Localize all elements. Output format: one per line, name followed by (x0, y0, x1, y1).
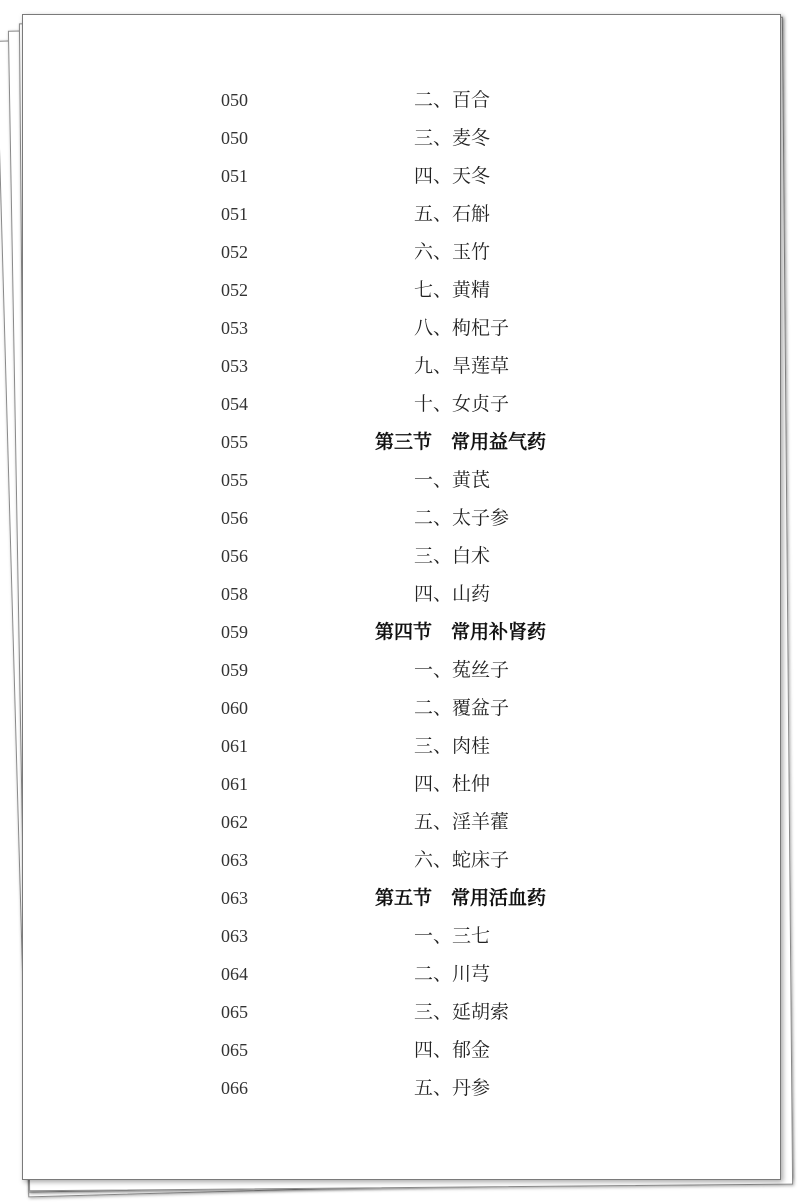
toc-entry (23, 917, 780, 955)
toc-entry-title: 五、丹参 (414, 1077, 491, 1099)
toc-entry (23, 309, 780, 347)
toc-page-number: 065 (221, 1040, 248, 1060)
toc-page-number: 062 (221, 812, 248, 832)
toc-section-heading (23, 613, 780, 651)
toc-page-number: 052 (221, 280, 248, 300)
toc-entry (23, 651, 780, 689)
toc-entry-title: 十、女贞子 (414, 393, 510, 415)
toc-entry (23, 993, 780, 1031)
toc-page-number: 059 (221, 660, 248, 680)
toc-entry-title: 一、菟丝子 (414, 659, 510, 681)
toc-entry (23, 1069, 780, 1107)
toc-page-number: 055 (221, 470, 248, 490)
toc-page-number: 061 (221, 774, 248, 794)
toc-entry (23, 803, 780, 841)
toc-entry-title: 七、黄精 (414, 279, 491, 301)
toc-section-title: 第五节 常用活血药 (375, 887, 547, 909)
toc-entry-title: 二、川芎 (414, 963, 491, 985)
toc-page-number: 051 (221, 166, 248, 186)
toc-list (23, 81, 780, 1107)
toc-entry-title: 一、三七 (414, 925, 491, 947)
toc-entry (23, 233, 780, 271)
toc-entry (23, 765, 780, 803)
toc-entry (23, 157, 780, 195)
toc-page-number: 053 (221, 318, 248, 338)
toc-entry-title: 二、太子参 (414, 507, 510, 529)
toc-section-title: 第四节 常用补肾药 (375, 621, 547, 643)
toc-page-number: 059 (221, 622, 248, 642)
toc-page-number: 052 (221, 242, 248, 262)
toc-entry-title: 三、麦冬 (414, 127, 491, 149)
toc-page-number: 065 (221, 1002, 248, 1022)
toc-entry (23, 461, 780, 499)
toc-entry-title: 一、黄芪 (414, 469, 491, 491)
toc-entry (23, 537, 780, 575)
table-of-contents-page (22, 14, 781, 1180)
toc-entry (23, 195, 780, 233)
toc-entry-title: 二、覆盆子 (414, 697, 510, 719)
toc-entry (23, 499, 780, 537)
toc-page-number: 056 (221, 508, 248, 528)
toc-entry (23, 689, 780, 727)
toc-entry-title: 五、石斛 (414, 203, 491, 225)
toc-page-number: 066 (221, 1078, 248, 1098)
toc-entry-title: 八、枸杞子 (414, 317, 510, 339)
toc-entry-title: 四、天冬 (414, 165, 491, 187)
toc-page-number: 063 (221, 926, 248, 946)
toc-page-number: 054 (221, 394, 248, 414)
toc-entry-title: 三、白术 (414, 545, 491, 567)
toc-entry-title: 六、玉竹 (414, 241, 491, 263)
toc-entry (23, 271, 780, 309)
toc-entry (23, 841, 780, 879)
toc-page-number: 063 (221, 888, 248, 908)
toc-entry (23, 385, 780, 423)
toc-entry-title: 九、旱莲草 (414, 355, 510, 377)
toc-entry-title: 三、肉桂 (414, 735, 491, 757)
toc-entry-title: 三、延胡索 (414, 1001, 510, 1023)
toc-entry (23, 575, 780, 613)
toc-page-number: 064 (221, 964, 248, 984)
toc-page-number: 061 (221, 736, 248, 756)
toc-entry-title: 四、山药 (414, 583, 491, 605)
toc-section-title: 第三节 常用益气药 (375, 431, 547, 453)
toc-page-number: 063 (221, 850, 248, 870)
toc-page-number: 056 (221, 546, 248, 566)
toc-section-heading (23, 423, 780, 461)
toc-page-number: 058 (221, 584, 248, 604)
toc-page-number: 050 (221, 128, 248, 148)
toc-entry-title: 四、杜仲 (414, 773, 491, 795)
toc-page-number: 051 (221, 204, 248, 224)
toc-page-number: 053 (221, 356, 248, 376)
toc-entry (23, 81, 780, 119)
toc-page-number: 050 (221, 90, 248, 110)
toc-entry-title: 二、百合 (414, 89, 491, 111)
toc-entry-title: 四、郁金 (414, 1039, 491, 1061)
toc-entry (23, 347, 780, 385)
toc-entry-title: 五、淫羊藿 (414, 811, 510, 833)
toc-page-number: 060 (221, 698, 248, 718)
toc-entry (23, 119, 780, 157)
toc-entry-title: 六、蛇床子 (414, 849, 510, 871)
toc-entry (23, 955, 780, 993)
toc-entry (23, 727, 780, 765)
toc-section-heading (23, 879, 780, 917)
toc-page-number: 055 (221, 432, 248, 452)
toc-entry (23, 1031, 780, 1069)
